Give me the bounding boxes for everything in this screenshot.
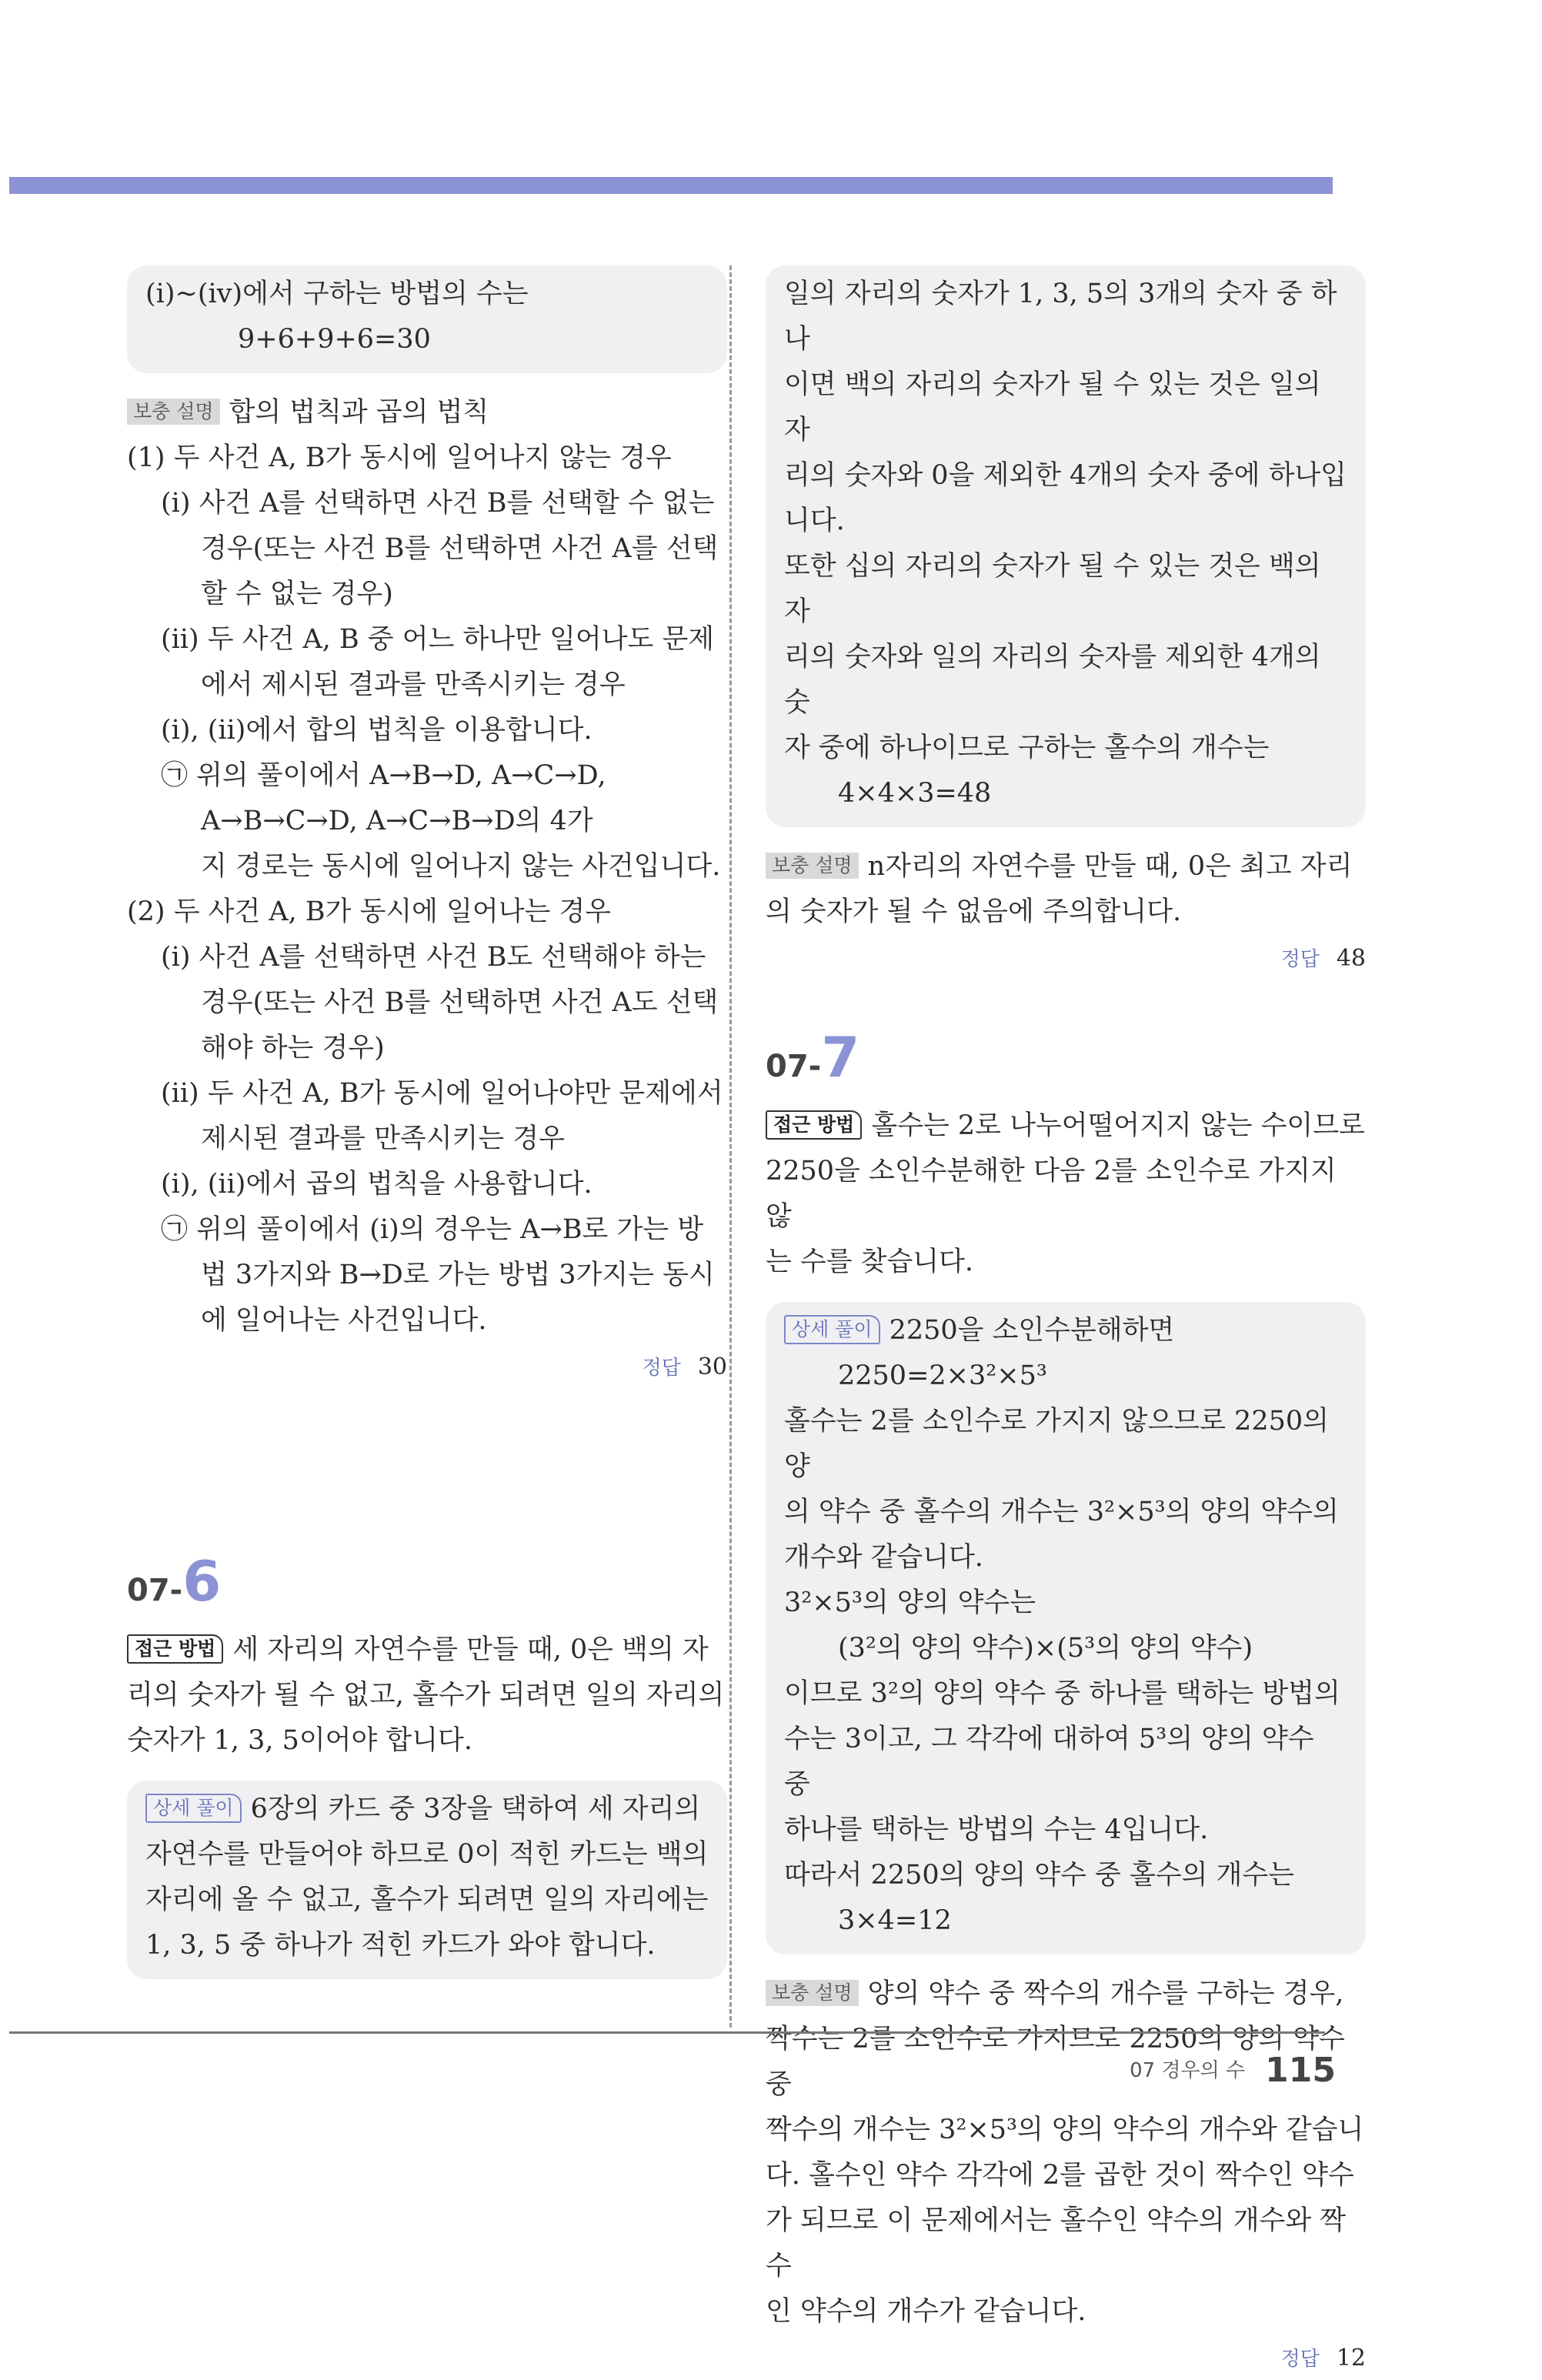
detail-line: 홀수는 2를 소인수로 가지지 않으므로 2250의 양: [784, 1406, 1329, 1482]
supplement-leading-digit: [766, 844, 1366, 935]
answer-value: 30: [697, 1354, 727, 1380]
case1-i-line: 경우(또는 사건 B를 선택하면 사건 A를 선택: [201, 533, 719, 564]
approach-line: 2250을 소인수분해한 다음 2를 소인수로 가지지 않: [766, 1156, 1337, 1232]
supplement-sum-product-rule: [127, 390, 727, 1344]
case1-example-line: A→B→C→D, A→C→B→D의 4가: [201, 806, 593, 836]
detail-line: 6장의 카드 중 3장을 택하여 세 자리의: [250, 1794, 701, 1824]
approach-tag: 접근 방법: [766, 1110, 862, 1140]
case1-heading: (1) 두 사건 A, B가 동시에 일어나지 않는 경우: [127, 442, 672, 473]
top-color-bar: [9, 177, 1333, 194]
detail-tag: 상세 풀이: [784, 1315, 880, 1344]
problem-prefix: 07-: [127, 1573, 183, 1608]
case2-example-line: 법 3가지와 B→D로 가는 방법 3가지는 동시: [201, 1260, 715, 1290]
case2-example-line: ㉠ 위의 풀이에서 (ⅰ)의 경우는 A→B로 가는 방: [161, 1214, 704, 1245]
detail-line: 리의 숫자와 일의 자리의 숫자를 제외한 4개의 숫: [784, 642, 1321, 718]
problem-number: [127, 1551, 727, 1627]
case2-ii-line: (ⅱ) 두 사건 A, B가 동시에 일어나야만 문제에서: [161, 1078, 723, 1109]
answer-48: [766, 938, 1366, 980]
page-number: 115: [1265, 2051, 1336, 2090]
approach-line: 리의 숫자가 될 수 없고, 홀수가 되려면 일의 자리의: [127, 1680, 725, 1711]
detail-line: 따라서 2250의 양의 약수 중 홀수의 개수는: [784, 1860, 1294, 1891]
answer-label: 정답: [1280, 948, 1320, 971]
approach-line: 세 자리의 자연수를 만들 때, 0은 백의 자: [232, 1634, 709, 1665]
approach-line: 홀수는 2로 나누어떨어지지 않는 수이므로: [871, 1110, 1365, 1141]
problem-prefix: 07-: [766, 1049, 822, 1084]
page-footer: [1130, 2051, 1336, 2090]
case2-rule: (ⅰ), (ⅱ)에서 곱의 법칙을 사용합니다.: [161, 1169, 592, 1200]
supplement-line: n자리의 자연수를 만들 때, 0은 최고 자리: [867, 851, 1353, 882]
detail-line: 또한 십의 자리의 숫자가 될 수 있는 것은 백의 자: [784, 551, 1321, 627]
answer-value: 48: [1336, 945, 1366, 972]
detail-line: 자연수를 만들어야 하므로 0이 적힌 카드는 백의: [145, 1839, 709, 1870]
case2-i-line: 해야 하는 경우): [201, 1033, 385, 1063]
case2-heading: (2) 두 사건 A, B가 동시에 일어나는 경우: [127, 896, 612, 927]
sum-equation: 9+6+9+6=30: [238, 324, 431, 355]
detail-box: [766, 1302, 1366, 1954]
problem-number: [766, 1026, 1366, 1103]
approach-line: 숫자가 1, 3, 5이어야 합니다.: [127, 1725, 472, 1756]
detail-line: 하나를 택하는 방법의 수는 4입니다.: [784, 1814, 1209, 1845]
detail-box-continued: [766, 265, 1366, 827]
approach-tag: 접근 방법: [127, 1634, 223, 1664]
detail-equation: 3×4=12: [838, 1905, 952, 1936]
problem-index: 7: [821, 1025, 860, 1090]
detail-equation: 4×4×3=48: [838, 778, 992, 809]
case1-rule: (ⅰ), (ⅱ)에서 합의 법칙을 이용합니다.: [161, 715, 592, 746]
left-column: [127, 265, 727, 1979]
detail-line: 1, 3, 5 중 하나가 적힌 카드가 와야 합니다.: [145, 1930, 656, 1961]
case1-ii-line: 에서 제시된 결과를 만족시키는 경우: [201, 669, 626, 700]
detail-line: 이므로 3²의 양의 약수 중 하나를 택하는 방법의: [784, 1678, 1340, 1709]
answer-12: [766, 2338, 1366, 2380]
detail-line: 3²×5³의 양의 약수는: [784, 1587, 1036, 1618]
detail-tag: 상세 풀이: [145, 1794, 242, 1823]
case1-i-line: (ⅰ) 사건 A를 선택하면 사건 B를 선택할 수 없는: [161, 488, 715, 519]
detail-equation: 2250=2×3²×5³: [838, 1360, 1047, 1391]
supplement-line: 짝수의 개수는 3²×5³의 양의 약수의 개수와 같습니: [766, 2115, 1364, 2145]
problem-07-7: [766, 1026, 1366, 1954]
column-divider: [729, 265, 732, 2028]
supplement-line: 가 되므로 이 문제에서는 홀수인 약수의 개수와 짝수: [766, 2205, 1347, 2282]
supplement-line: 다. 홀수인 약수 각각에 2를 곱한 것이 짝수인 약수: [766, 2160, 1354, 2191]
supplement-tag: 보충 설명: [766, 853, 859, 879]
approach-line: 는 수를 찾습니다.: [766, 1247, 974, 1277]
supplement-line: 짝수는 2를 소인수로 가지므로 2250의 양의 약수 중: [766, 2024, 1345, 2100]
chapter-label: 07 경우의 수: [1130, 2059, 1246, 2082]
case1-example-line: 지 경로는 동시에 일어나지 않는 사건입니다.: [201, 851, 721, 882]
sum-box: [127, 265, 727, 373]
sum-line: (ⅰ)~(ⅳ)에서 구하는 방법의 수는: [145, 279, 529, 309]
detail-line: 이면 백의 자리의 숫자가 될 수 있는 것은 일의 자: [784, 369, 1321, 446]
detail-line: 수는 3이고, 그 각각에 대하여 5³의 양의 약수 중: [784, 1724, 1314, 1800]
case2-example-line: 에 일어나는 사건입니다.: [201, 1305, 487, 1336]
detail-line: 자리에 올 수 없고, 홀수가 되려면 일의 자리에는: [145, 1884, 709, 1915]
case2-i-line: 경우(또는 사건 B를 선택하면 사건 A도 선택: [201, 987, 719, 1018]
detail-line: 자 중에 하나이므로 구하는 홀수의 개수는: [784, 733, 1270, 763]
detail-line: 개수와 같습니다.: [784, 1542, 983, 1573]
footer-rule: [9, 2031, 1325, 2034]
case1-ii-line: (ⅱ) 두 사건 A, B 중 어느 하나만 일어나도 문제: [161, 624, 715, 655]
case1-i-line: 할 수 없는 경우): [201, 579, 393, 609]
detail-line: 2250을 소인수분해하면: [889, 1315, 1175, 1346]
detail-line: 의 약수 중 홀수의 개수는 3²×5³의 양의 약수의: [784, 1497, 1339, 1527]
answer-30: [127, 1347, 727, 1389]
supplement-even-divisors: [766, 1971, 1366, 2335]
answer-label: 정답: [642, 1357, 681, 1380]
supplement-line: 인 약수의 개수가 같습니다.: [766, 2296, 1086, 2327]
detail-line: 니다.: [784, 506, 845, 536]
detail-line: 리의 숫자와 0을 제외한 4개의 숫자 중에 하나입: [784, 460, 1347, 491]
detail-equation: (3²의 양의 약수)×(5³의 양의 약수): [838, 1633, 1253, 1664]
supplement-tag: 보충 설명: [766, 1980, 859, 2006]
problem-index: 6: [182, 1549, 222, 1614]
supplement-line: 양의 약수 중 짝수의 개수를 구하는 경우,: [867, 1978, 1344, 2009]
case2-i-line: (ⅰ) 사건 A를 선택하면 사건 B도 선택해야 하는: [161, 942, 706, 973]
supplement-tag: 보충 설명: [127, 399, 220, 425]
case2-ii-line: 제시된 결과를 만족시키는 경우: [201, 1123, 565, 1154]
supplement-line: 의 숫자가 될 수 없음에 주의합니다.: [766, 896, 1182, 927]
supplement-title: 합의 법칙과 곱의 법칙: [229, 397, 489, 428]
case1-example-line: ㉠ 위의 풀이에서 A→B→D, A→C→D,: [161, 760, 606, 791]
problem-07-6: [127, 1551, 727, 1979]
answer-label: 정답: [1280, 2348, 1320, 2371]
detail-line: 일의 자리의 숫자가 1, 3, 5의 3개의 숫자 중 하나: [784, 279, 1337, 355]
detail-box: [127, 1781, 727, 1979]
answer-value: 12: [1336, 2345, 1366, 2372]
